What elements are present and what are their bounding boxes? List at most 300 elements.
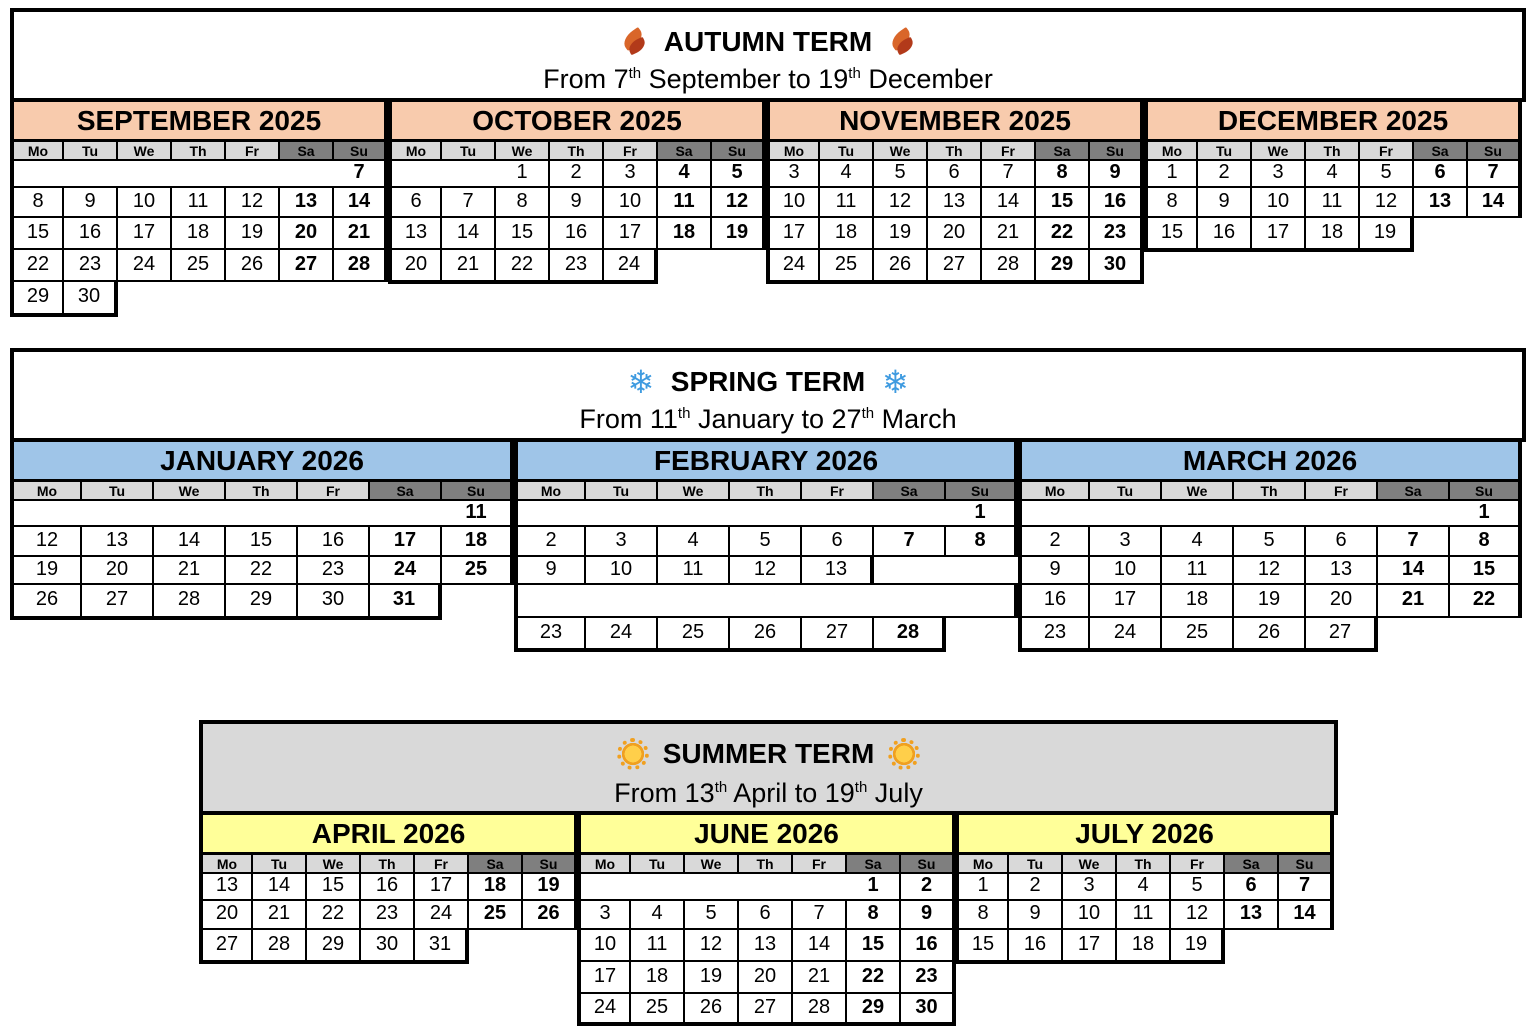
week-row — [514, 527, 1018, 557]
week-row — [1018, 501, 1522, 527]
weekday-label: Sa — [1225, 855, 1279, 874]
empty-day-cell — [226, 501, 298, 527]
weekday-label: Th — [361, 855, 415, 874]
grid-line — [955, 899, 1334, 901]
weekday-label: Mo — [10, 142, 64, 161]
weekday-label: Th — [1117, 855, 1171, 874]
day-cell: 1 — [847, 874, 901, 901]
day-cell: 13 — [388, 218, 442, 250]
week-row — [577, 874, 956, 901]
day-cell: 29 — [226, 585, 298, 618]
empty-day-cell — [874, 557, 946, 585]
empty-day-cell — [631, 874, 685, 901]
day-cell: 11 — [820, 188, 874, 218]
day-cell: 16 — [1009, 930, 1063, 962]
empty-day-cell — [874, 501, 946, 527]
weekday-label: We — [1162, 482, 1234, 501]
weekday-label: We — [118, 142, 172, 161]
grid-line — [577, 928, 956, 930]
empty-day-cell — [172, 282, 226, 315]
weekday-label: Fr — [1306, 482, 1378, 501]
term-name: SPRING TERM — [670, 366, 866, 397]
day-cell: 15 — [307, 874, 361, 901]
day-cell: 6 — [739, 901, 793, 930]
empty-day-cell — [10, 161, 64, 188]
week-row — [577, 962, 956, 994]
day-cell: 6 — [388, 188, 442, 218]
day-cell: 19 — [712, 218, 766, 250]
weekday-label: Su — [901, 855, 956, 874]
grid-line — [10, 248, 388, 250]
empty-day-cell — [172, 161, 226, 188]
day-cell: 20 — [739, 962, 793, 994]
day-cell: 21 — [442, 250, 496, 282]
weekday-label: Sa — [1036, 142, 1090, 161]
day-cell: 7 — [334, 161, 388, 188]
day-cell: 27 — [280, 250, 334, 282]
grid-line — [10, 525, 514, 527]
month-title: DECEMBER 2025 — [1144, 98, 1522, 142]
week-row — [10, 527, 514, 557]
day-cell: 15 — [1450, 557, 1522, 585]
day-cell: 9 — [64, 188, 118, 218]
day-cell: 25 — [1162, 618, 1234, 650]
grid-line — [1144, 248, 1414, 252]
weekday-label: Fr — [793, 855, 847, 874]
day-cell: 20 — [280, 218, 334, 250]
empty-day-cell — [118, 161, 172, 188]
term-name: SUMMER TERM — [662, 738, 875, 769]
day-cell: 1 — [1144, 161, 1198, 188]
day-cell: 23 — [64, 250, 118, 282]
grid-line — [955, 872, 1334, 874]
weekday-label: Th — [1306, 142, 1360, 161]
day-cell: 24 — [766, 250, 820, 282]
empty-day-cell — [226, 282, 280, 315]
weekday-label: We — [154, 482, 226, 501]
grid-line — [199, 960, 469, 964]
day-cell: 5 — [874, 161, 928, 188]
grid-line — [514, 648, 946, 652]
day-cell: 23 — [1018, 618, 1090, 650]
empty-day-cell — [1162, 501, 1234, 527]
empty-day-cell — [658, 501, 730, 527]
term-dates-pre: From 11 — [579, 404, 678, 434]
day-cell: 13 — [199, 874, 253, 901]
weekday-label: We — [496, 142, 550, 161]
week-row — [388, 161, 766, 188]
weekday-label: Sa — [469, 855, 523, 874]
day-cell: 26 — [1234, 618, 1306, 650]
day-cell: 8 — [1450, 527, 1522, 557]
weekday-label: Mo — [10, 482, 82, 501]
day-cell: 17 — [766, 218, 820, 250]
empty-day-cell — [946, 585, 1018, 618]
grid-line — [766, 186, 1144, 188]
week-row — [199, 874, 578, 901]
day-cell: 29 — [847, 994, 901, 1024]
weekday-label: Sa — [874, 482, 946, 501]
day-cell: 4 — [658, 527, 730, 557]
day-cell: 4 — [820, 161, 874, 188]
empty-day-cell — [1414, 218, 1468, 250]
empty-day-cell — [1378, 501, 1450, 527]
day-cell: 17 — [1063, 930, 1117, 962]
day-cell: 18 — [1306, 218, 1360, 250]
day-cell: 14 — [1279, 901, 1334, 930]
weekday-label: Fr — [802, 482, 874, 501]
month-title: MARCH 2026 — [1018, 438, 1522, 482]
day-cell: 4 — [1117, 874, 1171, 901]
day-cell: 12 — [1171, 901, 1225, 930]
weekday-label: We — [1252, 142, 1306, 161]
empty-day-cell — [793, 874, 847, 901]
day-cell: 12 — [1360, 188, 1414, 218]
day-cell: 17 — [118, 218, 172, 250]
day-cell: 10 — [1063, 901, 1117, 930]
month-title: SEPTEMBER 2025 — [10, 98, 388, 142]
week-row — [514, 557, 1018, 585]
day-cell: 27 — [928, 250, 982, 282]
weekday-label: Tu — [1198, 142, 1252, 161]
weekday-label: Fr — [1360, 142, 1414, 161]
weekday-label: Th — [1234, 482, 1306, 501]
day-cell: 8 — [10, 188, 64, 218]
day-cell: 11 — [1162, 557, 1234, 585]
day-cell: 15 — [955, 930, 1009, 962]
empty-day-cell — [280, 282, 334, 315]
empty-day-cell — [10, 501, 82, 527]
day-cell: 27 — [1306, 618, 1378, 650]
day-cell: 12 — [1234, 557, 1306, 585]
empty-day-cell — [586, 585, 658, 618]
day-cell: 18 — [172, 218, 226, 250]
day-cell: 15 — [10, 218, 64, 250]
day-cell: 1 — [946, 501, 1018, 527]
day-cell: 27 — [739, 994, 793, 1024]
week-row — [10, 501, 514, 527]
day-cell: 11 — [631, 930, 685, 962]
day-cell: 29 — [10, 282, 64, 315]
weekday-label: Tu — [1090, 482, 1162, 501]
day-cell: 20 — [1306, 585, 1378, 618]
day-cell: 19 — [1360, 218, 1414, 250]
day-cell: 6 — [1225, 874, 1279, 901]
day-cell: 20 — [928, 218, 982, 250]
grid-line — [10, 313, 118, 317]
day-cell: 5 — [1234, 527, 1306, 557]
empty-day-cell — [874, 585, 946, 618]
empty-day-cell — [802, 501, 874, 527]
term-dates-post: March — [874, 404, 957, 434]
month-title: OCTOBER 2025 — [388, 98, 766, 142]
grid-line — [388, 186, 766, 188]
term-dates-mid: April to 19 — [727, 778, 855, 808]
empty-day-cell — [388, 161, 442, 188]
term-dates-sup2: th — [854, 779, 868, 796]
weekday-label: Tu — [1009, 855, 1063, 874]
day-cell: 1 — [496, 161, 550, 188]
day-cell: 17 — [1090, 585, 1162, 618]
day-cell: 6 — [928, 161, 982, 188]
grid-line — [10, 616, 442, 620]
day-cell: 25 — [172, 250, 226, 282]
grid-line — [10, 159, 388, 161]
day-cell: 20 — [388, 250, 442, 282]
week-row — [388, 250, 766, 282]
grid-line — [1018, 499, 1522, 501]
weekday-label: Tu — [442, 142, 496, 161]
day-cell: 3 — [1090, 527, 1162, 557]
day-cell: 5 — [712, 161, 766, 188]
week-row — [1144, 161, 1522, 188]
week-row — [1144, 188, 1522, 218]
day-cell: 12 — [874, 188, 928, 218]
term-dates-pre: From 7 — [543, 64, 629, 94]
day-cell: 3 — [1252, 161, 1306, 188]
grid-line — [766, 248, 1144, 250]
day-cell: 13 — [802, 557, 874, 585]
day-cell: 23 — [298, 557, 370, 585]
term-dates-pre: From 13 — [614, 778, 715, 808]
day-cell: 9 — [514, 557, 586, 585]
weekday-label: Mo — [577, 855, 631, 874]
day-cell: 8 — [847, 901, 901, 930]
month-title: FEBRUARY 2026 — [514, 438, 1018, 482]
day-cell: 7 — [793, 901, 847, 930]
day-cell: 26 — [685, 994, 739, 1024]
weekday-label: Sa — [370, 482, 442, 501]
day-cell: 3 — [1063, 874, 1117, 901]
month-title: APRIL 2026 — [199, 811, 578, 855]
term-dates — [203, 780, 1334, 807]
day-cell: 19 — [523, 874, 578, 901]
weekday-label: Fr — [226, 142, 280, 161]
weekday-label: We — [658, 482, 730, 501]
day-cell: 14 — [442, 218, 496, 250]
weekday-label: Tu — [820, 142, 874, 161]
empty-day-cell — [1279, 930, 1334, 962]
day-cell: 21 — [793, 962, 847, 994]
day-cell: 10 — [766, 188, 820, 218]
weekday-label: Fr — [415, 855, 469, 874]
grid-line — [955, 960, 1225, 964]
weekday-label: Th — [739, 855, 793, 874]
day-cell: 7 — [1468, 161, 1522, 188]
week-row — [10, 585, 514, 618]
week-row — [514, 618, 1018, 650]
day-cell: 8 — [496, 188, 550, 218]
empty-day-cell — [298, 501, 370, 527]
day-cell: 12 — [10, 527, 82, 557]
day-cell: 16 — [298, 527, 370, 557]
week-row — [766, 188, 1144, 218]
day-cell: 12 — [712, 188, 766, 218]
weekday-label: Th — [172, 142, 226, 161]
day-cell: 30 — [1090, 250, 1144, 282]
month-title: JULY 2026 — [955, 811, 1334, 855]
term-title — [203, 738, 1334, 770]
empty-day-cell — [1018, 501, 1090, 527]
day-cell: 19 — [226, 218, 280, 250]
week-row — [10, 161, 388, 188]
weekday-label: Su — [442, 482, 514, 501]
term-name: AUTUMN TERM — [663, 26, 873, 57]
day-cell: 2 — [1009, 874, 1063, 901]
week-row — [10, 557, 514, 585]
day-cell: 13 — [280, 188, 334, 218]
term-dates — [14, 66, 1522, 93]
day-cell: 28 — [334, 250, 388, 282]
weekday-label: Su — [523, 855, 578, 874]
grid-line — [1018, 583, 1522, 585]
weekday-label: Fr — [298, 482, 370, 501]
day-cell: 16 — [1198, 218, 1252, 250]
empty-day-cell — [730, 585, 802, 618]
day-cell: 10 — [118, 188, 172, 218]
empty-day-cell — [280, 161, 334, 188]
day-cell: 17 — [415, 874, 469, 901]
day-cell: 24 — [118, 250, 172, 282]
weekday-label: Tu — [253, 855, 307, 874]
day-cell: 9 — [1090, 161, 1144, 188]
day-cell: 16 — [361, 874, 415, 901]
day-cell: 31 — [415, 930, 469, 962]
weekday-label: Mo — [514, 482, 586, 501]
day-cell: 8 — [946, 527, 1018, 557]
weekday-label: Mo — [955, 855, 1009, 874]
term-dates-mid: September to 19 — [641, 64, 849, 94]
grid-line — [955, 928, 1334, 930]
grid-line — [1144, 216, 1522, 218]
day-cell: 21 — [154, 557, 226, 585]
day-cell: 29 — [1036, 250, 1090, 282]
day-cell: 13 — [82, 527, 154, 557]
week-row — [388, 218, 766, 250]
day-cell: 4 — [631, 901, 685, 930]
day-cell: 21 — [334, 218, 388, 250]
empty-day-cell — [442, 161, 496, 188]
week-row — [577, 901, 956, 930]
empty-day-cell — [514, 585, 586, 618]
grid-line — [514, 499, 1018, 501]
day-cell: 14 — [793, 930, 847, 962]
day-cell: 10 — [1252, 188, 1306, 218]
day-cell: 22 — [226, 557, 298, 585]
weekday-label: Fr — [1171, 855, 1225, 874]
week-row — [514, 585, 1018, 618]
empty-day-cell — [802, 585, 874, 618]
day-cell: 16 — [550, 218, 604, 250]
day-cell: 15 — [1144, 218, 1198, 250]
empty-day-cell — [469, 930, 523, 962]
grid-line — [10, 583, 514, 585]
day-cell: 25 — [442, 557, 514, 585]
weekday-label: Su — [1468, 142, 1522, 161]
day-cell: 17 — [577, 962, 631, 994]
grid-line — [766, 280, 1144, 284]
day-cell: 9 — [1009, 901, 1063, 930]
day-cell: 28 — [793, 994, 847, 1024]
day-cell: 15 — [226, 527, 298, 557]
day-cell: 24 — [577, 994, 631, 1024]
day-cell: 28 — [154, 585, 226, 618]
weekday-label: Su — [946, 482, 1018, 501]
day-cell: 14 — [982, 188, 1036, 218]
grid-line — [388, 159, 766, 161]
week-row — [10, 218, 388, 250]
day-cell: 12 — [730, 557, 802, 585]
weekday-label: We — [874, 142, 928, 161]
day-cell: 25 — [658, 618, 730, 650]
weekday-label: Su — [334, 142, 388, 161]
day-cell: 13 — [1225, 901, 1279, 930]
term-title — [14, 26, 1522, 58]
day-cell: 5 — [730, 527, 802, 557]
day-cell: 19 — [685, 962, 739, 994]
day-cell: 27 — [802, 618, 874, 650]
day-cell: 25 — [631, 994, 685, 1024]
week-row — [1018, 618, 1522, 650]
day-cell: 11 — [658, 557, 730, 585]
day-cell: 18 — [1162, 585, 1234, 618]
empty-day-cell — [1234, 501, 1306, 527]
weekday-label: Sa — [847, 855, 901, 874]
week-row — [388, 188, 766, 218]
day-cell: 19 — [1234, 585, 1306, 618]
sun-icon — [617, 738, 649, 770]
day-cell: 18 — [469, 874, 523, 901]
term-dates — [14, 406, 1522, 433]
day-cell: 11 — [172, 188, 226, 218]
empty-day-cell — [946, 557, 1018, 585]
day-cell: 20 — [82, 557, 154, 585]
empty-day-cell — [334, 282, 388, 315]
term-dates-sup2: th — [848, 65, 861, 82]
empty-day-cell — [586, 501, 658, 527]
snowflake-icon: ❄ — [627, 364, 655, 400]
day-cell: 23 — [1090, 218, 1144, 250]
day-cell: 24 — [415, 901, 469, 930]
weekday-label: Su — [1090, 142, 1144, 161]
day-cell: 23 — [514, 618, 586, 650]
day-cell: 29 — [307, 930, 361, 962]
week-row — [955, 874, 1334, 901]
day-cell: 16 — [1018, 585, 1090, 618]
empty-day-cell — [658, 585, 730, 618]
day-cell: 2 — [550, 161, 604, 188]
weekday-label: Th — [928, 142, 982, 161]
term-dates-sup1: th — [677, 405, 691, 422]
day-cell: 26 — [226, 250, 280, 282]
day-cell: 18 — [442, 527, 514, 557]
term-header — [10, 8, 1526, 102]
empty-day-cell — [118, 282, 172, 315]
weekday-label: Th — [550, 142, 604, 161]
week-row — [10, 188, 388, 218]
empty-day-cell — [577, 874, 631, 901]
day-cell: 23 — [901, 962, 956, 994]
day-cell: 26 — [730, 618, 802, 650]
empty-day-cell — [514, 501, 586, 527]
day-cell: 18 — [820, 218, 874, 250]
day-cell: 28 — [874, 618, 946, 650]
week-row — [955, 901, 1334, 930]
grid-line — [766, 216, 1144, 218]
day-cell: 9 — [901, 901, 956, 930]
day-cell: 22 — [10, 250, 64, 282]
day-cell: 27 — [82, 585, 154, 618]
